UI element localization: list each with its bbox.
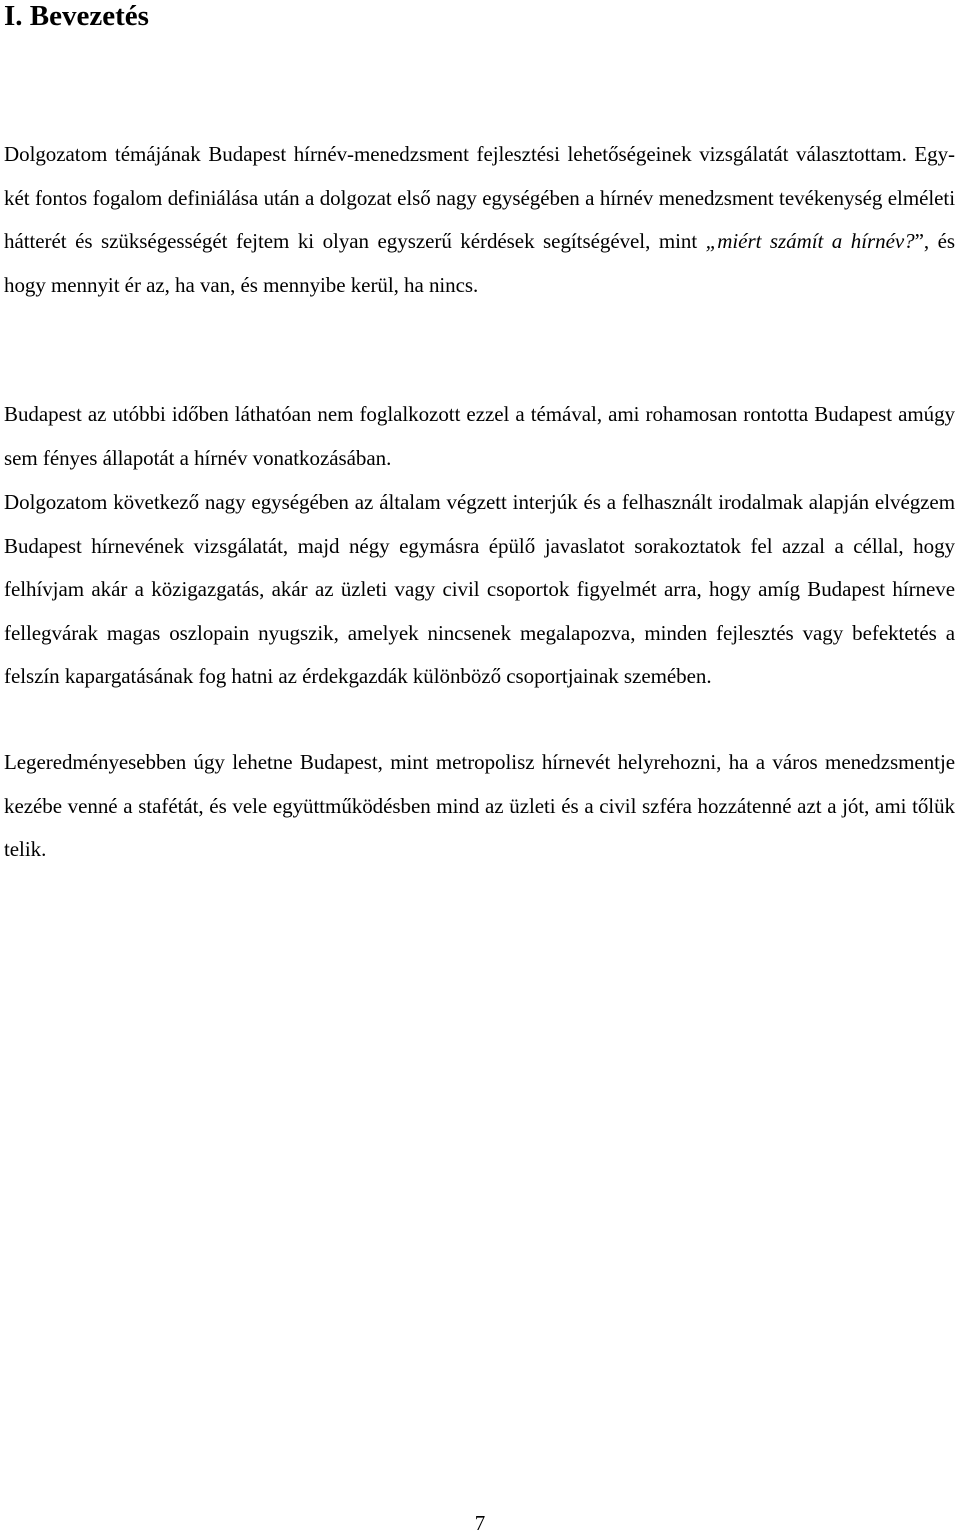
quoted-question: „miért számít a hírnév?	[705, 229, 915, 254]
structure-paragraph: Dolgozatom következő nagy egységében az általam végzett interjúk és a felhasznált irodalmak alapján elvégzem Budapest hírnevének vizsgálatát, majd négy egymásra épülő javaslatot sorakoztatok fel azzal a céllal, hogy felhívjam akár a közigazgatás, akár az üzleti vagy civil csoportok figyelmét arra, hogy amíg Budapest hírneve fellegvárak magas oszlopain nyugszik, amelyek nincsenek megalapozva, minden fejlesztés vagy befektetés a felszín kapargatásának fog hatni az érdekgazdák különböző csoportjainak szemében.	[4, 490, 955, 689]
conclusion-paragraph: Legeredményesebben úgy lehetne Budapest, mint metropolisz hírnevét helyrehozni, ha a város menedzsmentje kezébe venné a stafétát, és vele együttműködésben mind az üzleti és a civil szféra hozzátenné azt a jót, ami tőlük telik.	[4, 750, 955, 862]
intro-paragraph-tail: ”, és hogy mennyit ér az, ha van, és mennyibe kerül, ha nincs.	[4, 229, 955, 297]
intro-paragraph-text: Dolgozatom témájának Budapest hírnév-menedzsment fejlesztési lehetőségeinek vizsgálatát választottam. Egy-két fontos fogalom definiálása után a dolgozat első nagy egységében a hírnév menedzsment tevékenység elméleti hátterét és szükségességét fejtem ki olyan egyszerű kérdések segítségével, mint	[4, 142, 955, 254]
page-number: 7	[474, 1511, 486, 1535]
intro-paragraph	[4, 133, 955, 307]
budapest-paragraph: Budapest az utóbbi időben láthatóan nem foglalkozott ezzel a témával, ami rohamosan rontotta Budapest amúgy sem fényes állapotát a hírnév vonatkozásában.	[4, 402, 955, 470]
section-heading: I. Bevezetés	[4, 0, 149, 32]
